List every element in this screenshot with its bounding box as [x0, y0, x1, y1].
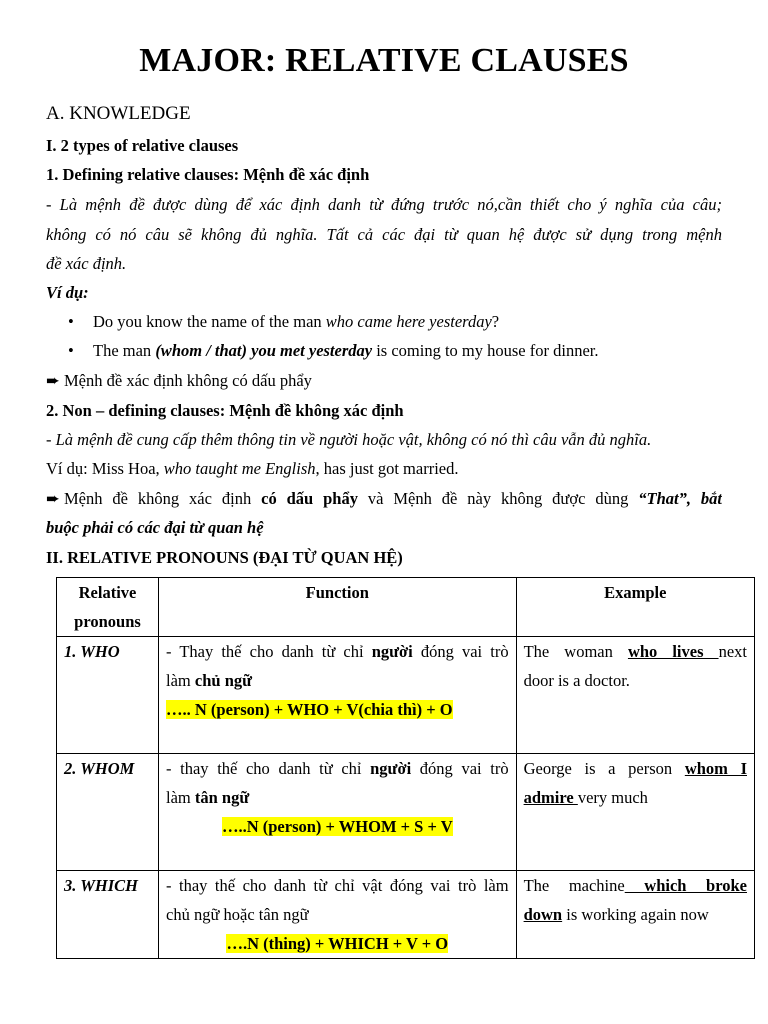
function-cell: - thay thế cho danh từ chỉ người đóng vai trò làm tân ngữ …..N (person) + WHOM + S + V	[159, 754, 517, 871]
table-row	[57, 637, 755, 754]
table-row	[57, 754, 755, 871]
non-defining-example: Ví dụ: Miss Hoa, who taught me English, has just got married.	[46, 459, 459, 478]
page-title: MAJOR: RELATIVE CLAUSES	[139, 42, 629, 79]
arrow-icon: ➨	[46, 489, 60, 508]
header-function: Function	[159, 578, 517, 637]
defining-desc-line-1: - Là mệnh đề được dùng để xác định danh từ đứng trước nó,cần thiết cho ý nghĩa của câu;	[46, 195, 722, 214]
arrow-icon: ➨	[46, 371, 60, 390]
section-a-heading: A. KNOWLEDGE	[46, 103, 191, 124]
example-cell: The machine which broke down is working again now	[516, 871, 754, 959]
header-relative-pronouns: Relative pronouns	[57, 578, 159, 637]
pronoun-cell: 2. WHOM	[57, 754, 159, 871]
example-label: Ví dụ:	[46, 283, 89, 302]
bullet-icon: •	[68, 312, 74, 331]
formula-highlight: …..N (person) + WHOM + S + V	[221, 817, 453, 836]
formula-highlight: ….. N (person) + WHO + V(chia thì) + O	[166, 700, 453, 719]
function-cell: - Thay thế cho danh từ chỉ người đóng vai trò làm chủ ngữ ….. N (person) + WHO + V(chia thì) + O	[159, 637, 517, 754]
non-defining-note-line-2: buộc phải có các đại từ quan hệ	[46, 518, 264, 537]
formula-highlight: ….N (thing) + WHICH + V + O	[226, 934, 449, 953]
non-defining-note-line-1: ➨ Mệnh đề không xác định có dấu phẩy và Mệnh đề này không được dùng “That”, bắt	[46, 484, 722, 513]
defining-desc-line-2: không có nó câu sẽ không đủ nghĩa. Tất cả các đại từ quan hệ được sử dụng trong mệnh	[46, 225, 722, 244]
example-cell: George is a person whom I admire very much	[516, 754, 754, 871]
part-2-heading: II. RELATIVE PRONOUNS (ĐẠI TỪ QUAN HỆ)	[46, 548, 403, 567]
function-cell: - thay thế cho danh từ chỉ vật đóng vai trò làm chủ ngữ hoặc tân ngữ ….N (thing) + WHICH + V + O	[159, 871, 517, 959]
pronoun-cell: 1. WHO	[57, 637, 159, 754]
defining-note: ➨ Mệnh đề xác định không có dấu phẩy	[46, 366, 722, 395]
example-sentence-1: Do you know the name of the man who came here yesterday?	[93, 312, 500, 331]
example-sentence-2: The man (whom / that) you met yesterday is coming to my house for dinner.	[93, 341, 599, 360]
non-defining-desc: - Là mệnh đề cung cấp thêm thông tin về người hoặc vật, không có nó thì câu vẫn đủ nghĩa.	[46, 430, 652, 449]
pronoun-cell: 3. WHICH	[57, 871, 159, 959]
header-example: Example	[516, 578, 754, 637]
part-1-heading: I. 2 types of relative clauses	[46, 136, 239, 155]
bullet-icon: •	[68, 341, 74, 360]
relative-pronouns-table	[56, 577, 755, 959]
table-header-row	[57, 578, 755, 637]
non-defining-heading: 2. Non – defining clauses: Mệnh đề không xác định	[46, 401, 404, 420]
defining-desc-line-3: đề xác định.	[46, 254, 127, 273]
defining-heading: 1. Defining relative clauses: Mệnh đề xác định	[46, 165, 370, 184]
example-cell: The woman who lives next door is a doctor.	[516, 637, 754, 754]
table-row	[57, 871, 755, 959]
